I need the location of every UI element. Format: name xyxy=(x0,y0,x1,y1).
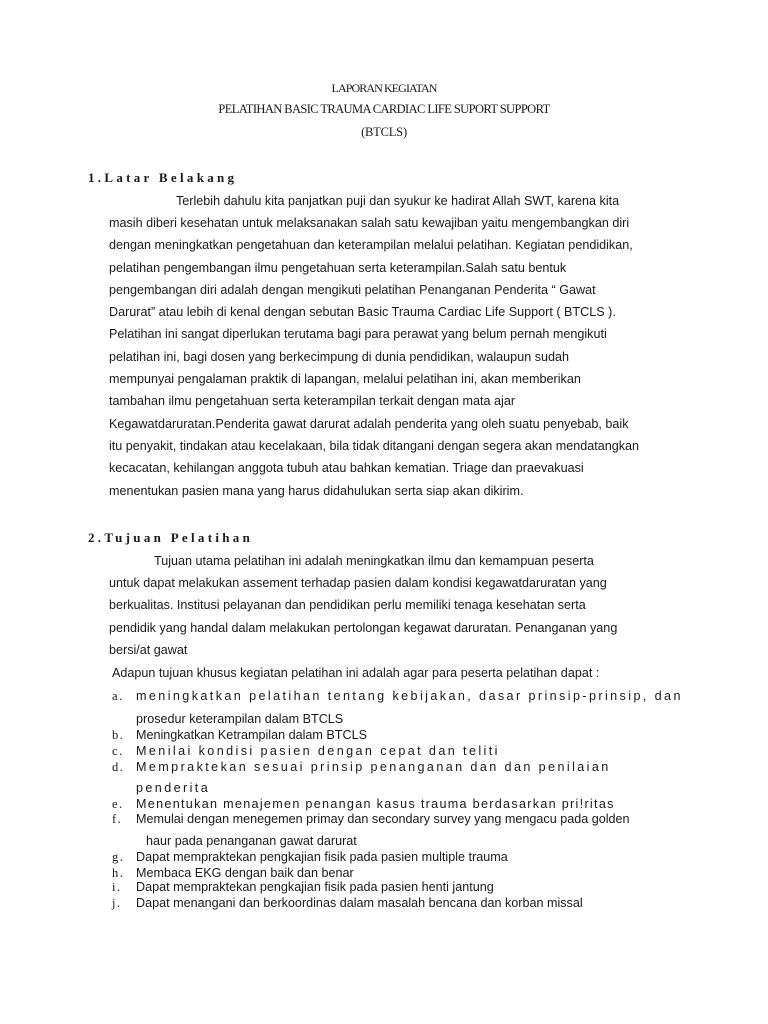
report-acronym: (BTCLS) xyxy=(361,125,407,139)
paragraph-line: untuk dapat melakukan assement terhadap pasien dalam kondisi kegawatdaruratan yang xyxy=(109,576,607,590)
list-item-label: f. xyxy=(112,812,123,826)
section-heading-latar-belakang: 1.Latar Belakang xyxy=(88,170,238,185)
paragraph-line: dengan meningkatkan pengetahuan dan keterampilan melalui pelatihan. Kegiatan pendidikan, xyxy=(109,238,633,252)
list-item-label: e. xyxy=(112,797,124,811)
list-item-continuation: haur pada penanganan gawat darurat xyxy=(146,834,357,848)
list-item-text: Menilai kondisi pasien dengan cepat dan teliti xyxy=(136,744,500,758)
list-item-label: d. xyxy=(112,760,125,774)
list-item-label: b. xyxy=(112,728,125,742)
paragraph-line: menentukan pasien mana yang harus didahulukan serta siap akan dikirim. xyxy=(109,484,524,498)
paragraph-line: bersi/at gawat xyxy=(109,643,188,657)
paragraph-line: pelatihan pengembangan ilmu pengetahuan serta keterampilan.Salah satu bentuk xyxy=(109,261,567,275)
paragraph-line: pelatihan ini, bagi dosen yang berkecimpung di dunia pendidikan, walaupun sudah xyxy=(109,350,570,364)
list-item-text: Membaca EKG dengan baik dan benar xyxy=(136,866,354,880)
list-item-label: c. xyxy=(112,744,124,758)
list-item-label: a. xyxy=(112,689,124,703)
paragraph-line: Tujuan utama pelatihan ini adalah meningkatkan ilmu dan kemampuan peserta xyxy=(154,554,594,568)
paragraph-line: Terlebih dahulu kita panjatkan puji dan syukur ke hadirat Allah SWT, karena kita xyxy=(176,194,620,208)
list-item-text: Menentukan menajemen penangan kasus trauma berdasarkan pri!ritas xyxy=(136,797,615,811)
report-subtitle: PELATIHAN BASIC TRAUMA CARDIAC LIFE SUPORT SUPPORT xyxy=(218,102,550,116)
list-item-continuation: prosedur keterampilan dalam BTCLS xyxy=(136,712,344,726)
list-item-text: Memulai dengan menegemen primay dan secondary survey yang mengacu pada golden xyxy=(136,812,630,826)
paragraph-line: kecacatan, kehilangan anggota tubuh atau bahkan kematian. Triage dan praevakuasi xyxy=(109,461,584,475)
report-title: LAPORAN KEGIATAN xyxy=(331,81,437,95)
section-heading-tujuan-pelatihan: 2.Tujuan Pelatihan xyxy=(88,530,254,545)
list-item-text: Dapat mempraktekan pengkajian fisik pada pasien multiple trauma xyxy=(136,850,508,864)
paragraph-line: itu penyakit, tindakan atau kecelakaan, bila tidak ditangani dengan segera akan mendatangkan xyxy=(109,439,640,453)
list-item-text: Meningkatkan Ketrampilan dalam BTCLS xyxy=(136,728,367,742)
list-item-label: j. xyxy=(112,896,122,910)
objectives-intro: Adapun tujuan khusus kegiatan pelatihan ini adalah agar para peserta pelatihan dapat : xyxy=(112,666,600,680)
paragraph-line: masih diberi kesehatan untuk melaksanakan salah satu kewajiban yaitu mengembangkan diri xyxy=(109,216,630,230)
paragraph-line: pendidik yang handal dalam melakukan pertolongan kegawat daruratan. Penanganan yang xyxy=(109,621,618,635)
list-item-text: meningkatkan pelatihan tentang kebijakan, dasar prinsip-prinsip, dan xyxy=(136,689,683,703)
paragraph-line: mempunyai pengalaman praktik di lapangan, melalui pelatihan ini, akan memberikan xyxy=(109,372,581,386)
paragraph-line: berkualitas. Institusi pelayanan dan pendidikan perlu memiliki tenaga kesehatan serta xyxy=(109,598,586,612)
paragraph-line: pengembangan diri adalah dengan mengikuti pelatihan Penanganan Penderita “ Gawat xyxy=(109,283,596,297)
paragraph-line: Kegawatdaruratan.Penderita gawat darurat adalah penderita yang oleh suatu penyebab, baik xyxy=(109,417,629,431)
list-item-text: Dapat mempraktekan pengkajian fisik pada pasien henti jantung xyxy=(136,880,494,894)
list-item-label: i. xyxy=(112,880,122,894)
list-item-text: Dapat menangani dan berkoordinas dalam masalah bencana dan korban missal xyxy=(136,896,583,910)
paragraph-line: Darurat” atau lebih di kenal dengan sebutan Basic Trauma Cardiac Life Support ( BTCLS ). xyxy=(109,305,616,319)
list-item-label: g. xyxy=(112,850,125,864)
paragraph-line: tambahan ilmu pengetahuan serta keterampilan terkait dengan mata ajar xyxy=(109,394,516,408)
list-item-continuation: penderita xyxy=(136,781,211,795)
list-item-label: h. xyxy=(112,866,125,880)
paragraph-line: Pelatihan ini sangat diperlukan terutama bagi para perawat yang belum pernah mengikuti xyxy=(109,327,607,341)
list-item-text: Mempraktekan sesuai prinsip penanganan dan dan penilaian xyxy=(136,760,611,774)
